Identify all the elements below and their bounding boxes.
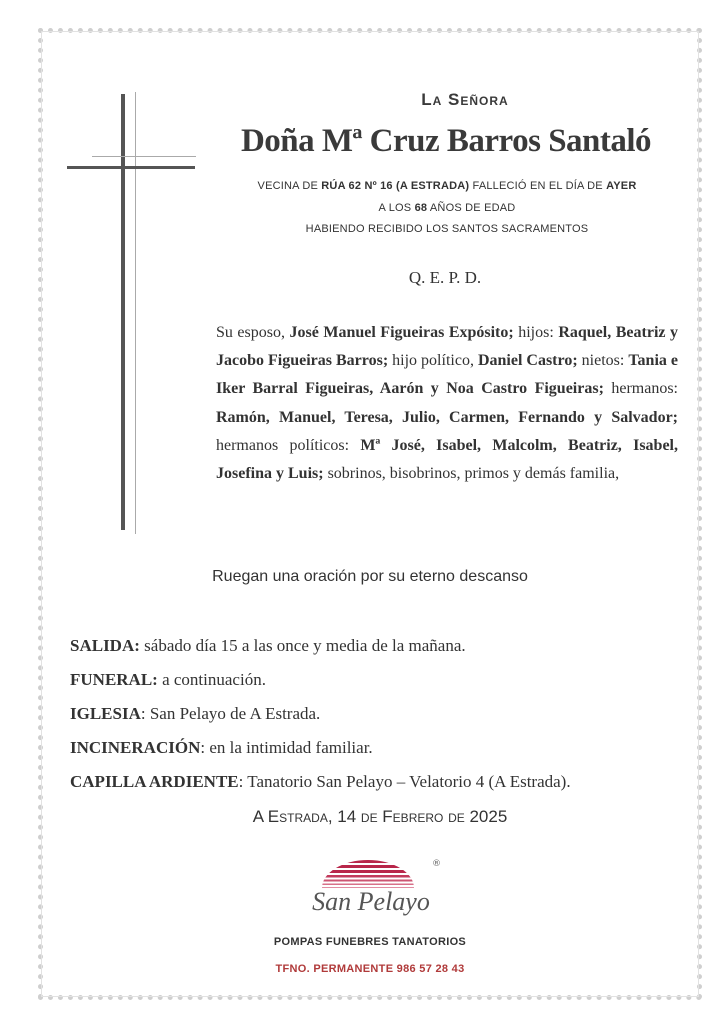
cross-vertical-bar [121, 94, 125, 530]
family-siblings-in-law: Mª José, Isabel, Malcolm, Beatriz, Isabel, Josefina y Luis; [216, 436, 678, 483]
detail-label: IGLESIA [70, 704, 141, 723]
detail-value: : en la intimidad familiar. [200, 738, 373, 757]
info-address: RÚA 62 Nº 16 (A ESTRADA) [321, 180, 470, 192]
family-spouse: José Manuel Figueiras Expósito; [289, 324, 514, 341]
detail-funeral [70, 663, 690, 697]
detail-incineracion [70, 731, 690, 765]
info-line-residence [222, 180, 672, 192]
info-text: A LOS [378, 202, 415, 214]
detail-label: SALIDA: [70, 636, 140, 655]
family-siblings: Ramón, Manuel, Teresa, Julio, Carmen, Fernando y Salvador; [216, 408, 678, 426]
cross-horizontal-bar [67, 166, 195, 169]
date-text: A Estrada, 14 de Febrero de 2025 [252, 807, 508, 826]
prayer-text: Ruegan una oración por su eterno descanso [212, 568, 528, 585]
detail-salida [70, 629, 690, 663]
family-children: Raquel, Beatriz y Jacobo Figueiras Barros; [216, 324, 679, 370]
detail-capilla [70, 765, 690, 799]
info-age: 68 [414, 202, 428, 214]
detail-label: INCINERACIÓN [70, 738, 201, 757]
info-text: AÑOS DE EDAD [427, 202, 516, 214]
company-phone: TFNO. PERMANENTE 986 57 28 43 [275, 963, 465, 975]
family-text: sobrinos, bisobrinos, primos y demás familia, [323, 465, 620, 483]
qepd-text: Q. E. P. D. [408, 268, 482, 287]
family-text: hijo político, [388, 352, 478, 370]
cross-vertical-shadow [135, 92, 136, 534]
family-son-in-law: Daniel Castro; [477, 352, 578, 370]
details-list [70, 629, 690, 799]
family-text: hermanos: [603, 380, 678, 398]
family-paragraph [216, 319, 678, 488]
logo-registered-mark: ® [432, 859, 441, 869]
family-text: hijos: [513, 324, 559, 341]
logo-text: San Pelayo [312, 887, 430, 916]
info-line-sacraments: HABIENDO RECIBIDO LOS SANTOS SACRAMENTOS [305, 223, 589, 235]
family-grandchildren: Tania e Iker Barral Figueiras, Aarón y Noa Castro Figueiras; [216, 352, 678, 398]
cross-horizontal-shadow [92, 156, 196, 157]
detail-value: : San Pelayo de A Estrada. [140, 704, 321, 723]
title-prefix: La Señora [421, 90, 509, 109]
detail-label: FUNERAL: [70, 670, 158, 689]
family-text: nietos: [577, 352, 629, 370]
info-line-age [222, 202, 672, 214]
detail-value: sábado día 15 a las once y media de la mañana. [139, 636, 466, 655]
family-text: Su esposo, [216, 324, 290, 341]
info-text: FALLECIÓ EN EL DÍA DE [469, 180, 607, 192]
detail-value: : Tanatorio San Pelayo – Velatorio 4 (A Estrada). [238, 772, 571, 791]
san-pelayo-logo-icon [296, 852, 446, 924]
company-name: POMPAS FUNEBRES TANATORIOS [273, 936, 467, 948]
detail-label: CAPILLA ARDIENTE [70, 772, 239, 791]
info-day: AYER [606, 180, 637, 192]
deceased-name: Doña Mª Cruz Barros Santaló [240, 123, 652, 159]
info-text: VECINA DE [257, 180, 322, 192]
logo-dome-stripes [316, 860, 426, 888]
detail-value: a continuación. [157, 670, 266, 689]
detail-iglesia [70, 697, 690, 731]
family-text: hermanos políticos: [216, 436, 361, 454]
